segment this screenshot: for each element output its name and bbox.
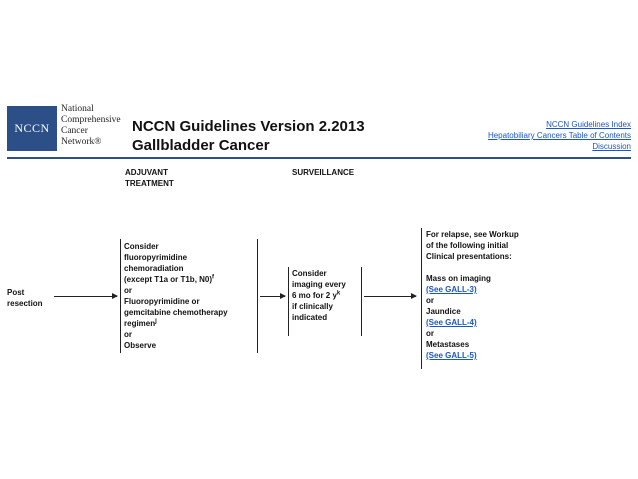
option-line (124, 318, 228, 329)
option-line: gemcitabine chemotherapy (124, 308, 228, 317)
option-text: (except T1a or T1b, N0) (124, 275, 213, 284)
relapse-line: or (426, 296, 434, 305)
relapse-line: or (426, 329, 434, 338)
relapse-line: Metastases (426, 340, 470, 349)
relapse-options (426, 229, 519, 361)
surveillance-options (292, 268, 346, 323)
node-line: resection (7, 299, 43, 308)
option-line: Fluoropyrimidine or (124, 297, 200, 306)
nccn-logo: NCCN (7, 106, 57, 151)
node-line: Post (7, 288, 25, 297)
post-resection-node (7, 287, 43, 309)
option-text: regimen (124, 319, 156, 328)
spacer (426, 262, 519, 273)
column-header-line: ADJUVANT (125, 168, 168, 177)
logo-wordmark (61, 104, 121, 148)
see-gall-3-link[interactable]: (See GALL-3) (426, 285, 477, 294)
see-gall-5-link[interactable]: (See GALL-5) (426, 351, 477, 360)
relapse-bracket (421, 228, 422, 369)
treatment-bracket (120, 239, 121, 353)
surveillance-line: imaging every (292, 280, 346, 289)
relapse-line: For relapse, see Workup (426, 230, 519, 239)
arrow-to-relapse (364, 296, 416, 297)
surveillance-bracket (288, 267, 289, 336)
adjuvant-treatment-options (124, 241, 228, 351)
surveillance-text: 6 mo for 2 y (292, 291, 337, 300)
relapse-line: Mass on imaging (426, 274, 491, 283)
option-line: or (124, 330, 132, 339)
footnote-marker: j (155, 318, 157, 325)
arrow-to-surveillance (260, 296, 285, 297)
option-line: chemoradiation (124, 264, 184, 273)
page-subtitle: Gallbladder Cancer (132, 137, 270, 154)
column-header-line: TREATMENT (125, 179, 174, 188)
option-line: Consider (124, 242, 159, 251)
logo-line: Network® (61, 137, 102, 147)
column-header-surveillance: SURVEILLANCE (292, 168, 355, 177)
surveillance-line: Consider (292, 269, 327, 278)
logo-line: Cancer (61, 126, 88, 136)
surveillance-line (292, 290, 346, 301)
footnote-marker: k (336, 290, 341, 297)
discussion-link[interactable]: Discussion (592, 142, 631, 151)
footnote-marker: f (212, 274, 215, 281)
see-gall-4-link[interactable]: (See GALL-4) (426, 318, 477, 327)
logo-line: National (61, 104, 94, 114)
arrow-to-treatment (54, 296, 117, 297)
logo-line: Comprehensive (61, 115, 121, 125)
option-line: fluoropyrimidine (124, 253, 188, 262)
table-of-contents-link[interactable]: Hepatobiliary Cancers Table of Contents (487, 131, 631, 140)
option-line: or (124, 286, 132, 295)
relapse-line: of the following initial (426, 241, 509, 250)
relapse-line: Clinical presentations: (426, 252, 512, 261)
treatment-bracket-right (257, 239, 258, 353)
header-divider (7, 157, 631, 159)
guidelines-index-link[interactable]: NCCN Guidelines Index (546, 120, 631, 129)
relapse-line: Jaundice (426, 307, 461, 316)
option-line (124, 274, 228, 285)
option-line: Observe (124, 341, 157, 350)
column-header-adjuvant (125, 167, 174, 189)
surveillance-line: if clinically (292, 302, 333, 311)
surveillance-bracket-right (361, 267, 362, 336)
page-title: NCCN Guidelines Version 2.2013 (132, 118, 365, 135)
surveillance-line: indicated (292, 313, 328, 322)
